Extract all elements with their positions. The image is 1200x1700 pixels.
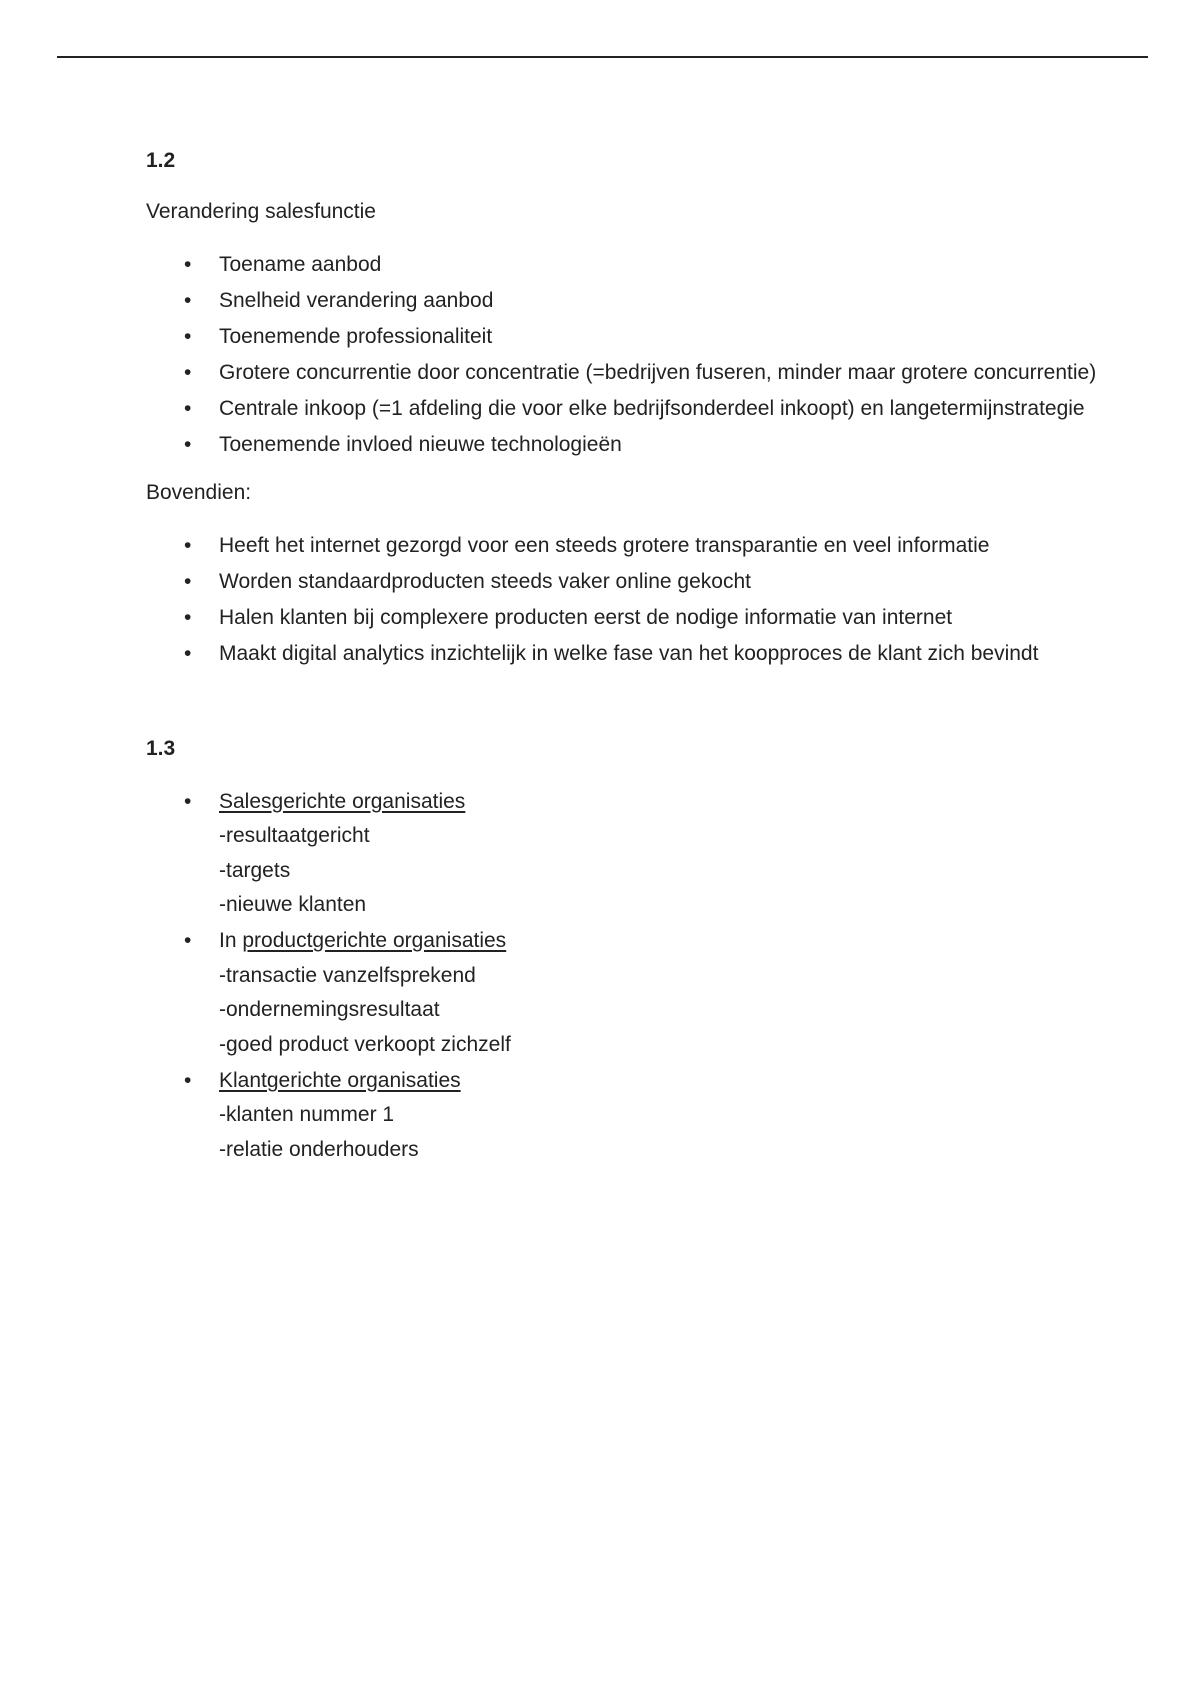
group-title: productgerichte organisaties xyxy=(242,929,507,952)
group-line: -relatie onderhouders xyxy=(219,1137,419,1161)
bullet-icon: • xyxy=(184,641,192,665)
list-item: • Halen klanten bij complexere producten eerst de nodige informatie van internet xyxy=(146,601,1106,636)
group-title-line xyxy=(219,1064,1106,1099)
list-item: • Centrale inkoop (=1 afdeling die voor elke bedrijfsonderdeel inkoopt) en langetermijnstrategie xyxy=(146,392,1106,427)
group-title: Salesgerichte organisaties xyxy=(219,789,466,813)
bullet-icon: • xyxy=(184,289,192,312)
group-title-line xyxy=(219,785,1106,820)
bullet-icon: • xyxy=(184,433,192,456)
document-body xyxy=(146,145,1106,1169)
section-spacer xyxy=(146,673,1106,733)
bullet-icon: • xyxy=(184,397,192,420)
section-1-3 xyxy=(146,733,1106,1168)
group-line: -klanten nummer 1 xyxy=(219,1103,395,1126)
bullet-icon: • xyxy=(184,789,192,813)
bullet-icon: • xyxy=(184,253,192,276)
list-item xyxy=(146,924,1106,1062)
bullet-icon: • xyxy=(184,325,192,348)
list-item: • Heeft het internet gezorgd voor een steeds grotere transparantie en veel informatie xyxy=(146,529,1106,564)
list-item: • Maakt digital analytics inzichtelijk in welke fase van het koopproces de klant zich bevindt xyxy=(146,637,1106,672)
bullet-list-2 xyxy=(146,529,1106,672)
list-item xyxy=(146,785,1106,923)
group-line: -targets xyxy=(219,858,291,882)
organisation-list xyxy=(146,785,1106,1168)
list-item: • Grotere concurrentie door concentratie (=bedrijven fuseren, minder maar grotere concurrentie) xyxy=(146,356,1106,391)
group-line: -resultaatgericht xyxy=(219,824,370,847)
bullet-icon: • xyxy=(184,929,192,952)
section-heading: 1.3 xyxy=(146,736,176,760)
group-title-line: In productgerichte organisaties xyxy=(219,929,507,952)
list-item xyxy=(146,1064,1106,1168)
header-rule xyxy=(57,56,1148,58)
list-item: • Toenemende professionaliteit xyxy=(146,320,1106,355)
section-intro: Verandering salesfunctie xyxy=(146,200,376,223)
group-line: -goed product verkoopt zichzelf xyxy=(219,1032,511,1056)
list-item: • Toename aanbod xyxy=(146,248,1106,283)
list-item: • Toenemende invloed nieuwe technologieën xyxy=(146,428,1106,463)
group-line: -transactie vanzelfsprekend xyxy=(219,963,476,987)
bullet-icon: • xyxy=(184,1068,192,1092)
section-intro-2: Bovendien: xyxy=(146,480,252,504)
section-1-2 xyxy=(146,145,1106,671)
group-line: -ondernemingsresultaat xyxy=(219,998,440,1021)
bullet-icon: • xyxy=(184,533,192,557)
bullet-icon: • xyxy=(184,361,192,384)
section-heading: 1.2 xyxy=(146,149,176,172)
list-item: • Worden standaardproducten steeds vaker online gekocht xyxy=(146,565,1106,600)
group-line: -nieuwe klanten xyxy=(219,893,367,916)
bullet-icon: • xyxy=(184,605,192,629)
bullet-icon: • xyxy=(184,569,192,593)
group-title: Klantgerichte organisaties xyxy=(219,1068,461,1092)
list-item: • Snelheid verandering aanbod xyxy=(146,284,1106,319)
bullet-list xyxy=(146,248,1106,463)
